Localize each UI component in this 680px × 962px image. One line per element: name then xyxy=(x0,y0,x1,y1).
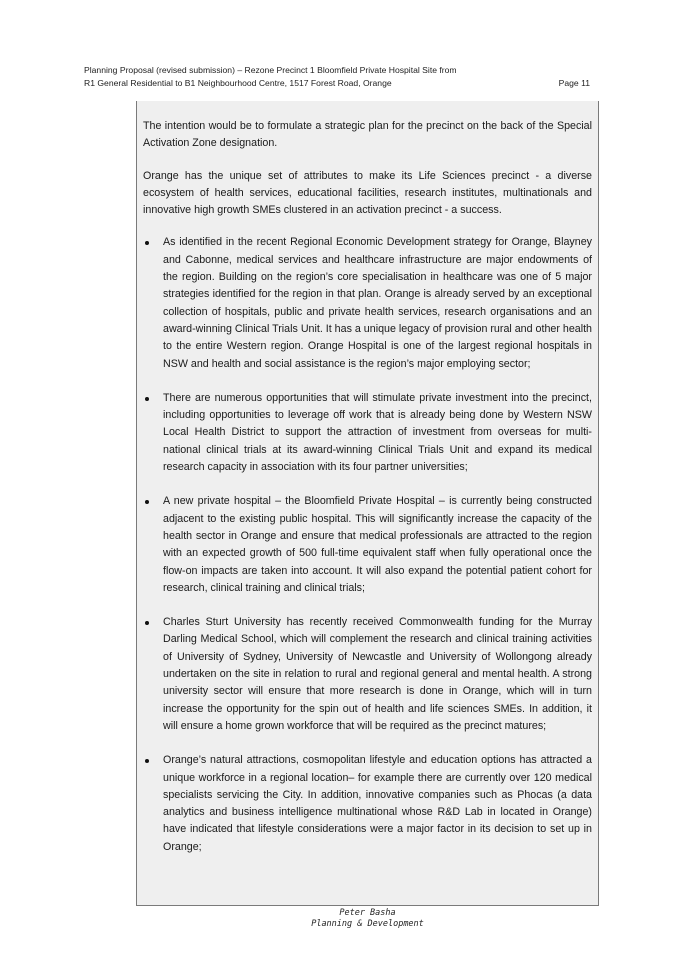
page-number: Page 11 xyxy=(558,78,590,88)
page-header xyxy=(84,64,600,90)
intro-paragraph-2: Orange has the unique set of attributes to make its Life Sciences precinct - a diverse ecosystem of health services, educational facilities, research institutes, multinationals and innovative high growth SMEs clustered in an activation precinct - a success. xyxy=(143,169,592,217)
bullet-dot-icon xyxy=(145,621,149,625)
bullet-text: As identified in the recent Regional Economic Development strategy for Orange, Blayney and Cabonne, medical services and healthcare infrastructure are major endowments of the region. Building on the region’s core specialisation in healthcare was one of 5 major strategies identified for the region in that plan. Orange is already served by an exceptional collection of hospitals, public and private health services, research organisations and an award-winning Clinical Trials Unit. It has a unique legacy of provision rural and other health to the entire Western region. Orange Hospital is one of the largest regional hospitals in NSW and health and social assistance is the region’s major employing sector; xyxy=(163,236,592,370)
bullet-item-lifestyle xyxy=(143,752,592,856)
footer-author: Peter Basha xyxy=(339,908,396,918)
bullet-dot-icon xyxy=(145,397,149,401)
bullet-dot-icon xyxy=(145,759,149,763)
footer-company: Planning & Development xyxy=(311,919,424,929)
page-footer xyxy=(136,908,599,930)
header-line-1 xyxy=(84,64,600,77)
bullet-text: A new private hospital – the Bloomfield Private Hospital – is currently being constructed adjacent to the existing public hospital. This will significantly increase the capacity of the health sector in Orange and ensure that medical professionals are attracted to the region with an expected growth of 500 full-time equivalent staff when fully operational once the flow-on impacts are taken into account. It will also expand the potential patient cohort for research, clinical training and clinical trials; xyxy=(163,495,592,594)
header-title-line-1: Planning Proposal (revised submission) – Rezone Precinct 1 Bloomfield Private Hospital Site from xyxy=(84,65,457,75)
bullet-text: Orange’s natural attractions, cosmopolitan lifestyle and education options has attracted a unique workforce in a regional location– for example there are currently over 120 medical specialists servicing the City. In addition, innovative companies such as Phocas (a data analytics and business intelligence multinational whose R&D Lab in located in Orange) have indicated that lifestyle considerations were a major factor in its decision to set up in Orange; xyxy=(163,754,592,853)
header-line-2 xyxy=(84,77,600,90)
bullet-text: There are numerous opportunities that will stimulate private investment into the precinct, including opportunities to leverage off work that is already being done by Western NSW Local Health District to support the attraction of investment from overseas for multi-national clinical trials at its award-winning Clinical Trials Unit and expand its medical research capacity in association with its four partner universities; xyxy=(163,391,592,474)
attributes-bullet-list xyxy=(143,234,592,856)
bullet-item-private-investment xyxy=(143,390,592,476)
bullet-item-economic-strategy xyxy=(143,234,592,372)
content-box xyxy=(136,101,599,906)
bullet-text: Charles Sturt University has recently received Commonwealth funding for the Murray Darling Medical School, which will complement the research and clinical training activities of University of Sydney, University of Newcastle and University of Wollongong already undertaken on the site in relation to rural and regional general and mental health. A strong university sector will ensure that more research is done in Orange, which will in turn increase the opportunity for the spin out of health and life sciences SMEs. In addition, it will ensure a home grown workforce that will be required as the precinct matures; xyxy=(163,616,592,732)
intro-paragraph-1: The intention would be to formulate a strategic plan for the precinct on the back of the Special Activation Zone designation. xyxy=(143,120,592,150)
header-title-line-2: R1 General Residential to B1 Neighbourhood Centre, 1517 Forest Road, Orange xyxy=(84,78,392,88)
bullet-dot-icon xyxy=(145,500,149,504)
bullet-item-private-hospital xyxy=(143,493,592,597)
bullet-item-university xyxy=(143,614,592,735)
bullet-dot-icon xyxy=(145,241,149,245)
